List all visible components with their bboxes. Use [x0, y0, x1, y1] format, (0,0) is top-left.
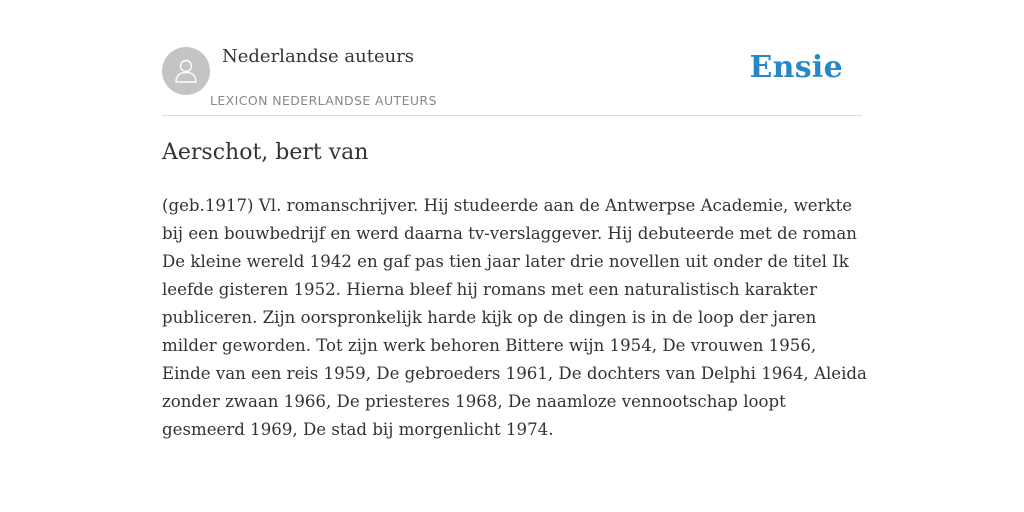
entry-body: (geb.1917) Vl. romanschrijver. Hij studeerde aan de Antwerpse Academie, werkte bij een bouwbedrijf en werd daarna tv-verslaggever. Hij debuteerde met de roman De kleine wereld 1942 en gaf pas tien jaar later drie novellen uit onder de titel Ik leefde gisteren 1952. Hierna bleef hij romans met een naturalistisch karakter publiceren. Zijn oorspronkelijk harde kijk op de dingen is in de loop der jaren milder geworden. Tot zijn werk behoren Bittere wijn 1954, De vrouwen 1956, Einde van een reis 1959, De gebroeders 1961, De dochters van Delphi 1964, Aleida zonder zwaan 1966, De priesteres 1968, De naamloze vennootschap loopt gesmeerd 1969, De stad bij morgenlicht 1974. [162, 196, 867, 439]
source-name[interactable]: Nederlandse auteurs [222, 46, 415, 67]
ensie-logo[interactable]: Ensie [749, 50, 843, 85]
header-divider [162, 115, 862, 116]
source-avatar[interactable] [162, 47, 210, 95]
source-subtitle[interactable]: LEXICON NEDERLANDSE AUTEURS [210, 93, 437, 108]
entry-title: Aerschot, bert van [162, 140, 369, 165]
user-icon [171, 56, 201, 86]
